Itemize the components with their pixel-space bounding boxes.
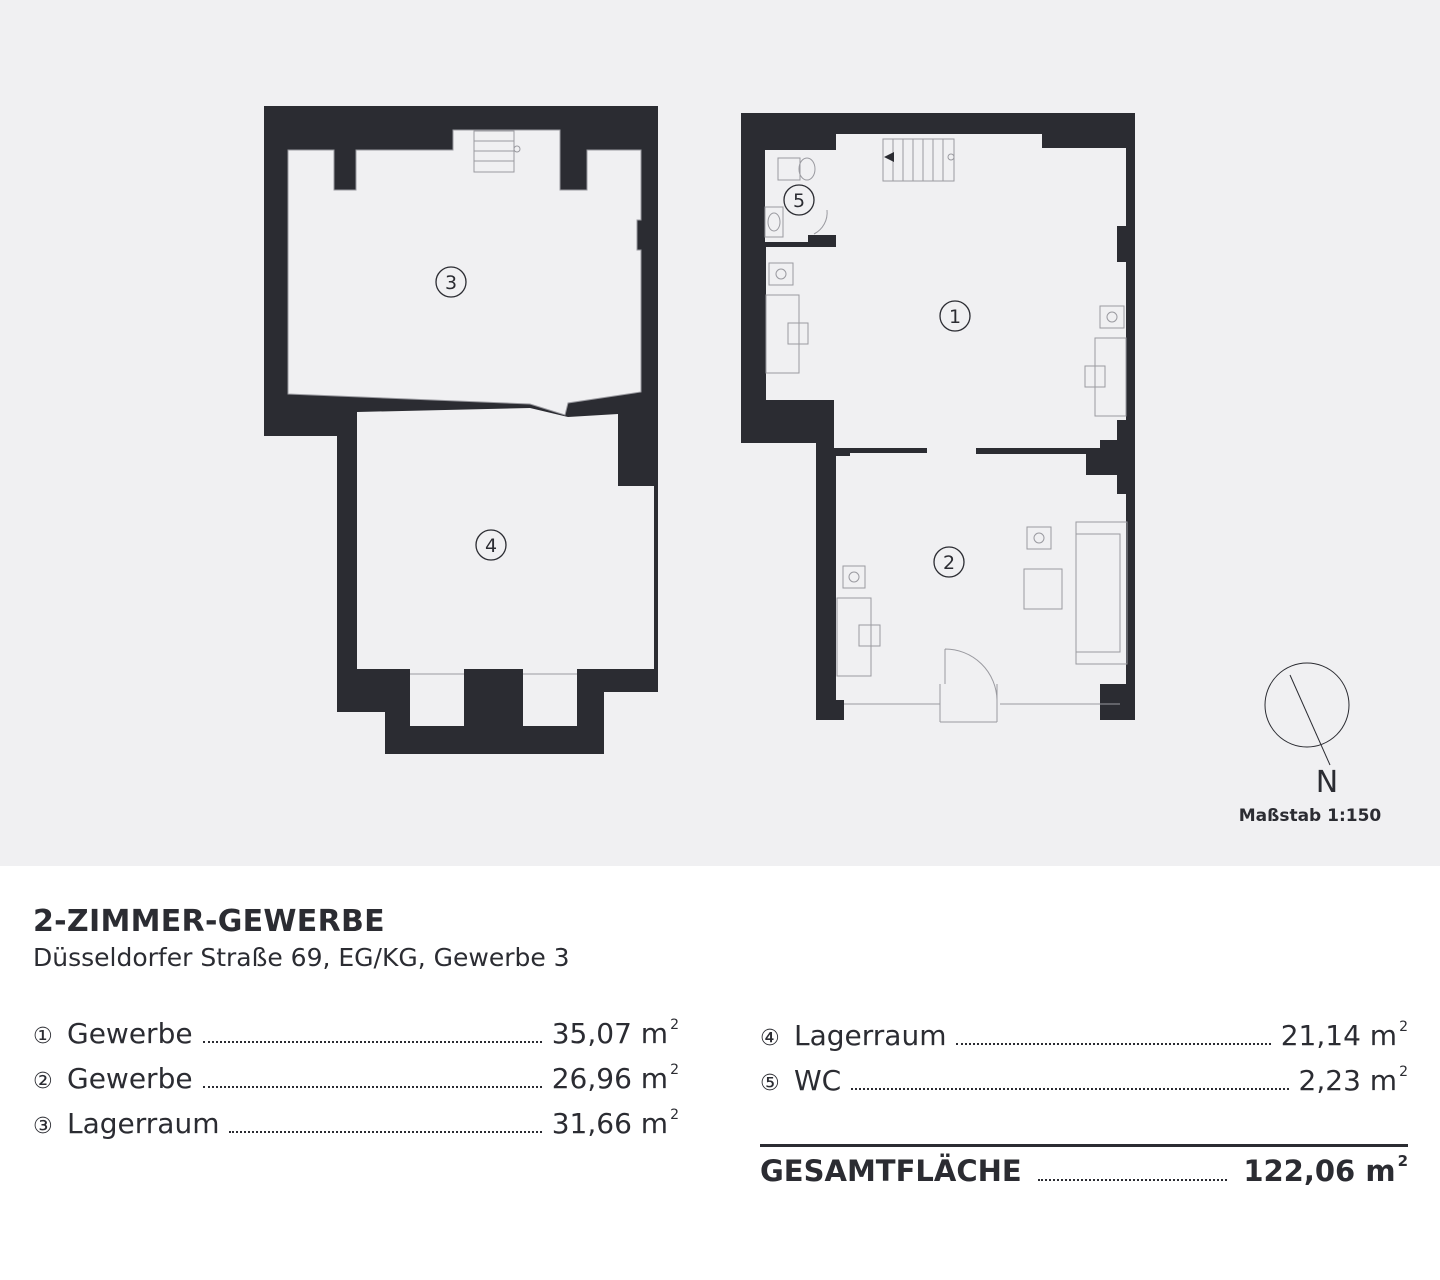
room-number: ① <box>33 1024 53 1049</box>
dot-leader <box>203 1035 542 1043</box>
room-4-floor <box>357 408 654 669</box>
scale-label: Maßstab 1:150 <box>1238 806 1382 826</box>
room-number: ② <box>33 1069 53 1094</box>
room-area: 26,96 m $^2$ <box>551 1062 679 1095</box>
total-area: 122,06 m $^2$ <box>1243 1152 1408 1188</box>
basement-window-left <box>410 669 464 726</box>
svg-text:4: 4 <box>484 535 498 557</box>
ground-floor-plan <box>741 113 1135 722</box>
room-name: Lagerraum <box>794 1019 947 1052</box>
room-number: ⑤ <box>760 1071 780 1096</box>
svg-text:1: 1 <box>948 306 962 328</box>
dot-leader <box>203 1080 542 1088</box>
north-arrow-icon <box>1265 663 1349 800</box>
room-number: ③ <box>33 1114 53 1139</box>
area-row <box>33 1062 679 1102</box>
total-divider <box>760 1144 1408 1147</box>
room-name: Gewerbe <box>67 1062 193 1095</box>
room-number: ④ <box>760 1026 780 1051</box>
total-row <box>760 1152 1408 1196</box>
dot-leader <box>956 1037 1270 1045</box>
area-row <box>760 1064 1408 1104</box>
room-area: 21,14 m $^2$ <box>1280 1019 1408 1052</box>
room-name: Lagerraum <box>67 1107 220 1140</box>
area-row <box>760 1019 1408 1059</box>
room-name: WC <box>794 1064 842 1097</box>
area-row <box>33 1017 679 1057</box>
room-name: Gewerbe <box>67 1017 193 1050</box>
svg-text:5: 5 <box>792 190 806 212</box>
entrance-gap <box>844 684 1100 712</box>
dot-leader <box>851 1082 1288 1090</box>
basement-window-right <box>523 669 577 726</box>
room-area: 31,66 m $^2$ <box>551 1107 679 1140</box>
north-label: N <box>1315 765 1339 800</box>
room-area: 35,07 m $^2$ <box>551 1017 679 1050</box>
total-label: GESAMTFLÄCHE <box>760 1154 1022 1188</box>
unit-address: Düsseldorfer Straße 69, EG/KG, Gewerbe 3 <box>33 943 570 972</box>
room-label-5 <box>784 185 814 215</box>
dot-leader <box>229 1125 541 1133</box>
dot-leader <box>1038 1173 1228 1181</box>
area-row <box>33 1107 679 1147</box>
svg-text:2: 2 <box>942 552 956 574</box>
room-area: 2,23 m $^2$ <box>1298 1064 1408 1097</box>
unit-title: 2-ZIMMER-GEWERBE <box>33 904 385 939</box>
svg-text:3: 3 <box>444 272 458 294</box>
basement-plan <box>264 106 658 754</box>
